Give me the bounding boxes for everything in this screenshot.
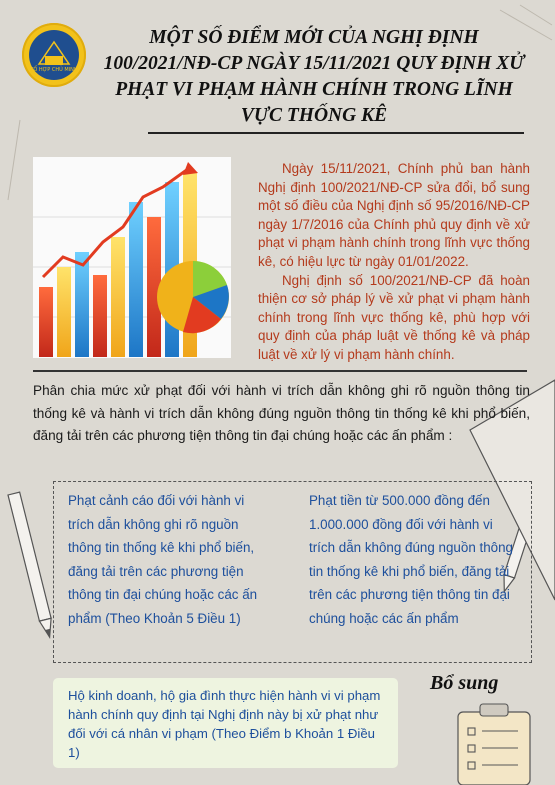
pencil-icon — [8, 492, 55, 639]
lead-paragraph: Phân chia mức xử phạt đối với hành vi trích dẫn không ghi rõ nguồn thông tin thống kê và hành vi trích dẫn không đúng nguồn thông tin thống kê khi phổ biến, đăng tải trên các phương tiện thông tin đại chúng hoặc các ấn phẩm : — [33, 383, 530, 443]
clipboard-icon — [458, 704, 530, 785]
warning-penalty-text: Phạt cảnh cáo đối với hành vi trích dẫn không ghi rõ nguồn thông tin thống kê khi phổ biến, đăng tải trên các phương tiện thông tin đại chúng hoặc các ấn phẩm (Theo Khoản 5 Điều 1) — [68, 493, 258, 626]
supplement-box — [53, 678, 398, 768]
supplement-heading: Bổ sung — [430, 672, 499, 694]
page-title: MỘT SỐ ĐIỂM MỚI CỦA NGHỊ ĐỊNH 100/2021/NĐ-CP NGÀY 15/11/2021 QUY ĐỊNH XỬ PHẠT VI PHẠM HÀNH CHÍNH TRONG LĨNH VỰC THỐNG KÊ — [103, 27, 525, 126]
supplement-text: Hộ kinh doanh, hộ gia đình thực hiện hành vi vi phạm hành chính quy định tại Nghị định này bị xử phạt như đối với cá nhân vi phạm (Theo Điểm b Khoản 1 Điều 1) — [68, 688, 381, 760]
logo-text-2: TỔ HỢP CHỦ MINH — [30, 67, 78, 73]
logo-text-1: ĐIỀN 4 — [45, 61, 63, 67]
organization-logo — [22, 23, 86, 87]
penalty-comparison-box — [53, 481, 532, 663]
fine-penalty-text: Phạt tiền từ 500.000 đồng đến 1.000.000 đồng đối với hành vi trích dẫn không đúng nguồn thông tin thống kê khi phổ biến, đăng tải trên các phương tiện thông tin đại chúng hoặc các ấn phẩm — [309, 493, 514, 626]
intro-paragraph-2: Nghị định số 100/2021/NĐ-CP đã hoàn thiện cơ sở pháp lý về xử phạt vi phạm hành chính trong lĩnh vực thống kê, phù hợp với quy định của pháp luật về thống kê và pháp luật về xử lý vi phạm hành chính. — [258, 272, 530, 362]
intro-text — [258, 160, 530, 365]
statistics-illustration — [33, 157, 231, 358]
intro-paragraph-1: Ngày 15/11/2021, Chính phủ ban hành Nghị định 100/2021/NĐ-CP sửa đổi, bổ sung một số điều của Nghị định số 95/2016/NĐ-CP ngày 1/7/2016 của Chính phủ quy định về xử phạt vi phạm hành chính trong lĩnh vực thống kê, có hiệu lực từ ngày 01/01/2022. — [258, 161, 530, 269]
title-divider — [148, 132, 524, 134]
section-divider — [33, 370, 527, 372]
